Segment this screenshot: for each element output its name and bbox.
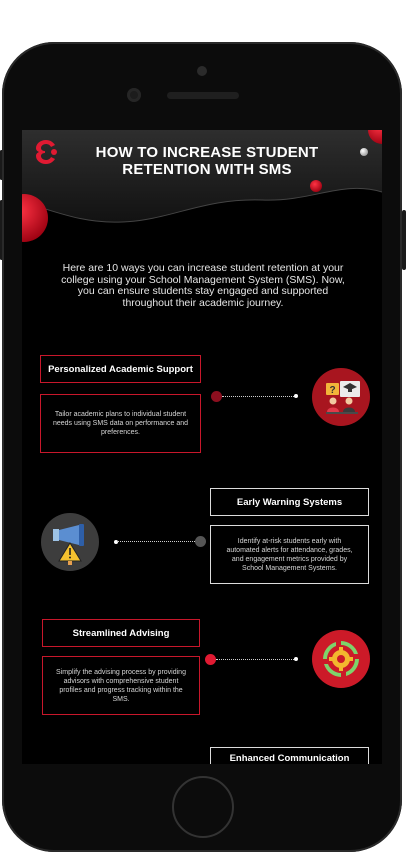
item-description-personalized-academic-support: Tailor academic plans to individual student needs using SMS data on performance and preferences.: [40, 394, 201, 453]
decor-red-ball-center: [310, 180, 322, 192]
connector-line: [216, 659, 296, 660]
item-title-streamlined-advising: Streamlined Advising: [42, 619, 200, 647]
decor-white-ball: [360, 148, 368, 156]
connector-dot: [211, 391, 222, 402]
connector-end-dot: [294, 394, 298, 398]
proximity-sensor: [127, 88, 141, 102]
item-description-streamlined-advising: Simplify the advising process by providing advisors with comprehensive student profiles and progress tracking within the SMS.: [42, 656, 200, 715]
gear-cycle-icon: [312, 630, 370, 688]
earpiece-speaker: [167, 92, 239, 99]
item-title-personalized-academic-support: Personalized Academic Support: [40, 355, 201, 383]
connector-end-dot: [294, 657, 298, 661]
phone-power-button: [402, 210, 406, 270]
page-title: HOW TO INCREASE STUDENT RETENTION WITH SMS: [95, 144, 319, 178]
connector-line: [117, 541, 197, 542]
connector-dot: [205, 654, 216, 665]
brand-logo-icon: [32, 138, 60, 166]
connector-line: [222, 396, 296, 397]
item-title-early-warning-systems: Early Warning Systems: [210, 488, 369, 516]
warning-megaphone-icon: [41, 513, 99, 571]
intro-text: Here are 10 ways you can increase student retention at your college using your School Management System (SMS). Now, you can ensure students stay engaged and supported throughout their academic journey.: [61, 262, 345, 309]
item-description-early-warning-systems: Identify at-risk students early with automated alerts for attendance, grades, and engagement metrics provided by School Management Systems.: [210, 525, 369, 584]
phone-screen: [22, 130, 382, 764]
front-camera: [197, 66, 207, 76]
svg-text:?: ?: [329, 385, 336, 396]
connector-dot: [195, 536, 206, 547]
teacher-classroom-icon: [312, 368, 370, 426]
item-title-enhanced-communication: Enhanced Communication: [210, 747, 369, 764]
home-button[interactable]: [172, 776, 234, 838]
